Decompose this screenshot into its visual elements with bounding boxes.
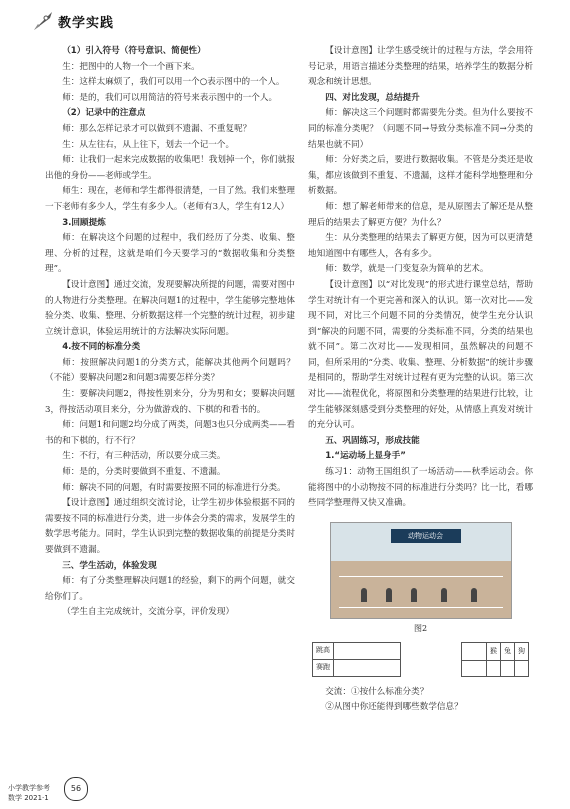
subheading: 1.“运动场上显身手”: [325, 451, 406, 462]
paragraph: 师：分好类之后，要进行数据收集。不管是分类还是收集，都应该做到不重复、不遗漏，这样才能科学地整理和分析数据。: [308, 155, 533, 197]
section-title: 教学实践: [58, 16, 115, 31]
subheading: （1）引入符号（符号意识、简便性）: [62, 46, 206, 56]
tally-tables: [312, 642, 529, 676]
paragraph: 生：要解决问题2，得按性别来分，分为男和女；要解决问题3，得按活动项目来分，分为做游戏的、下棋的和看书的。: [45, 389, 295, 415]
paragraph: 【设计意图】以“对比发现”的形式进行课堂总结，帮助学生对统计有一个更完善和深入的认识。第一次对比——发现不同，对比三个问题不同的分类情况，使学生充分认识到“解决的问题不同，需要的分类标准不同，分类的结果也就不同”。第二次对比——发现相同，虽然解决的问题不同，但所采用的“分类、收集、整理、分析数据”的统计步骤是相同的，帮助学生对统计过程有更为完整的认识。第三次对比——流程优化，将原图和分类整理的结果进行比较，让学生能够深刻感受到分类整理的好处，从情感上真发对统计的充分认可。: [308, 279, 533, 431]
paragraph: 师：问题1和问题2均分成了两类，问题3也只分成两类——看书的和下棋的，行不行？: [45, 420, 295, 446]
paragraph: （学生自主完成统计，交流分享，评价发现）: [62, 607, 235, 618]
paragraph: 师：让我们一起来完成数据的收集吧！我划掉一个，你们就报出他的身份——老师或学生。: [45, 155, 295, 181]
paragraph: 师：解决不同的问题，有时需要按照不同的标准进行分类。: [62, 482, 286, 493]
sports-meet-illustration: [330, 522, 512, 619]
page-number: 56: [64, 777, 88, 801]
subheading: 三、学生活动，体验发现: [62, 560, 157, 571]
paragraph: 生：这样太麻烦了，我们可以用一个○表示图中的一个人。: [62, 77, 285, 88]
right-column: [308, 44, 533, 716]
paragraph: 师：在解决这个问题的过程中，我们经历了分类、收集、整理、分析的过程，这就是咱们今天要学习的“数据收集和分类整理”。: [45, 233, 295, 275]
runner-figure: [386, 588, 392, 602]
runner-figure: [361, 588, 367, 602]
animal-header: 猴: [487, 643, 501, 660]
paragraph: ②从图中你还能得到哪些数学信息？: [325, 702, 463, 713]
journal-footer: [8, 783, 50, 803]
rocket-logo-icon: [30, 8, 56, 34]
paragraph: 【设计意图】通过交流，发现要解决所提的问题，需要对图中的人物进行分类整理。在解决问题1的过程中，学生能够完整地体验分类、收集、整理、分析数据这样一个完整的统计过程，初步建立统计意识，体验运用统计的方法解决实际问题。: [45, 279, 295, 337]
runner-figure: [441, 588, 447, 602]
paragraph: 生：把图中的人物一个一个画下来。: [62, 61, 200, 72]
paragraph: 生：从分类整理的结果去了解更方便，因为可以更清楚地知道图中有哪些人，各有多少。: [308, 233, 533, 259]
paragraph: 师：有了分类整理解决问题1的经验，剩下的两个问题，就交给你们了。: [45, 576, 295, 602]
page-header: [10, 4, 560, 40]
paragraph: 【设计意图】让学生感受统计的过程与方法，学会用符号记录，用语言描述分类整理的结果，培养学生的数据分析观念和统计思想。: [308, 46, 533, 88]
journal-issue: 数学 2021·1: [8, 794, 49, 802]
paragraph: 练习1：动物王国组织了一场活动——秋季运动会。你能将图中的小动物按不同的标准进行分类吗？比一比，看哪些同学整理得又快又准确。: [308, 467, 533, 509]
event-table: [312, 642, 401, 676]
paragraph: 生：不行，有三种活动，所以要分成三类。: [62, 451, 226, 462]
paragraph: 生：从左往右，从上往下，划去一个记一个。: [62, 139, 235, 150]
animal-header: 兔: [501, 643, 515, 660]
paragraph: 师：是的，我们可以用简洁的符号来表示图中的一个人。: [62, 92, 278, 103]
subheading: （2）记录中的注意点: [62, 108, 146, 119]
animal-table: [461, 642, 529, 676]
paragraph: 交流：①按什么标准分类？: [325, 686, 429, 697]
event-row-label: 赛跑: [313, 660, 334, 677]
paragraph: 【设计意图】通过组织交流讨论，让学生初步体验根据不同的需要按不同的标准进行分类，进一步体会分类的需求，发展学生的数学思考能力。同时，学生认识到完整的数据收集的前提是分类时要做到不遗漏。: [45, 498, 295, 555]
animal-header: 狗: [515, 643, 529, 660]
illustration-banner: 动物运动会: [391, 529, 461, 543]
paragraph: 师：按照解决问题1的分类方式，能解决其他两个问题吗？（不能）要解决问题2和问题3需要怎样分类？: [45, 357, 295, 384]
paragraph: 师：是的，分类时要做到不重复、不遗漏。: [62, 467, 226, 478]
subheading: 四、对比发现，总结提升: [325, 92, 420, 103]
left-column: [45, 44, 295, 621]
paragraph: 师：解决这三个问题时都需要先分类。但为什么要按不同的标准分类呢？（问题不同→导致分类标准不同→分类的结果也就不同）: [308, 108, 533, 150]
subheading: 4.按不同的标准分类: [62, 342, 141, 353]
subheading: 3.回顾提炼: [62, 217, 106, 228]
runner-figure: [411, 588, 417, 602]
event-row-label: 跳高: [313, 643, 334, 660]
figure-caption: 图2: [413, 623, 428, 633]
runner-figure: [471, 588, 477, 602]
journal-name: 小学教学参考: [8, 784, 50, 792]
paragraph: 师：那么怎样记录才可以做到不遗漏、不重复呢？: [62, 123, 252, 134]
paragraph: 师生：现在，老师和学生都得很清楚，一目了然。我们来整理一下老师有多少人，学生有多少人。（老师有3人，学生有12人）: [45, 186, 295, 212]
paragraph: 师：想了解老师带来的信息，是从原图去了解还是从整理后的结果去了解更方便？为什么？: [308, 201, 533, 228]
subheading: 五、巩固练习，形成技能: [325, 435, 420, 446]
paragraph: 师：数学，就是一门变复杂为简单的艺术。: [325, 264, 489, 275]
